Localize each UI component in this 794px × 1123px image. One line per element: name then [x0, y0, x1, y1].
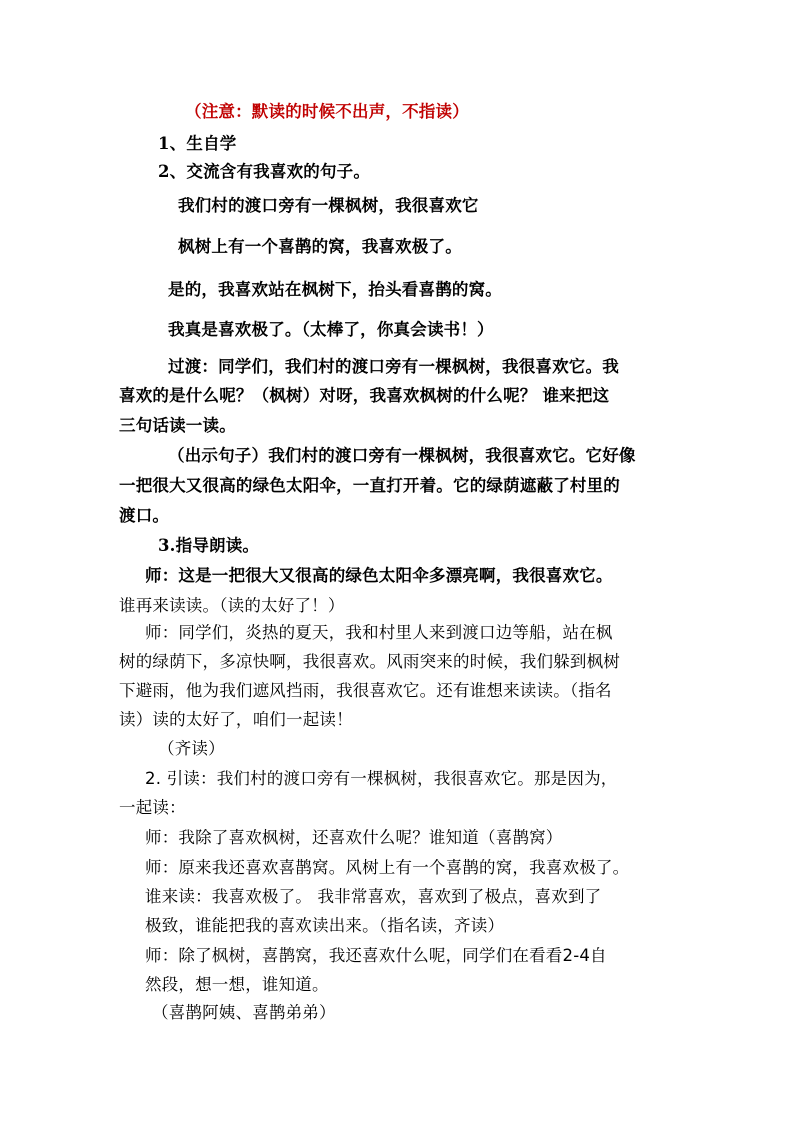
show-sentence-line-2: 一把很大又很高的绿色太阳伞，一直打开着。它的绿荫遮蔽了村里的: [119, 476, 620, 495]
teacher-1-line-1: 师：这是一把很大又很高的绿色太阳伞多漂亮啊，我很喜欢它。: [145, 566, 613, 585]
teacher-4-line-2: 谁来读：我喜欢极了。 我非常喜欢，喜欢到了极点，喜欢到了: [145, 887, 602, 906]
sentence-3: 是的，我喜欢站在枫树下，抬头看喜鹊的窝。: [168, 280, 502, 299]
last-line: （喜鹊阿姨、喜鹊弟弟）: [152, 1003, 336, 1022]
transition-line-2: 喜欢的是什么呢？（枫树）对呀，我喜欢枫树的什么呢？ 谁来把这: [119, 386, 610, 405]
teacher-5-line-2: 然段，想一想，谁知道。: [145, 975, 329, 994]
show-sentence-line-3: 渡口。: [119, 506, 170, 525]
teacher-2-line-3: 下避雨，他为我们遮风挡雨，我很喜欢它。还有谁想来读读。（指名: [119, 681, 612, 700]
teacher-4-line-1: 师：原来我还喜欢喜鹊窝。风树上有一个喜鹊的窝，我喜欢极了。: [145, 858, 630, 877]
teacher-2-line-4: 读）读的太好了，咱们一起读！: [119, 710, 353, 729]
teacher-2-line-1: 师：同学们，炎热的夏天，我和村里人来到渡口边等船，站在枫: [145, 623, 613, 642]
teacher-1-line-2: 谁再来读读。（读的太好了！）: [119, 596, 345, 615]
step-2: 2、交流含有我喜欢的句子。: [158, 162, 371, 181]
transition-line-1: 过渡：同学们，我们村的渡口旁有一棵枫树，我很喜欢它。我: [168, 357, 619, 376]
step-1: 1、生自学: [158, 134, 237, 153]
show-sentence-line-1: （出示句子）我们村的渡口旁有一棵枫树，我很喜欢它。它好像: [168, 446, 636, 465]
teacher-5-line-1: 师：除了枫树，喜鹊窝，我还喜欢什么呢，同学们在看看2-4自: [145, 946, 607, 965]
sentence-1: 我们村的渡口旁有一棵枫树，我很喜欢它: [178, 196, 479, 215]
yindu-line-2: 一起读：: [119, 798, 186, 817]
teacher-3: 师：我除了喜欢枫树，还喜欢什么呢？谁知道（喜鹊窝）: [145, 828, 563, 847]
sentence-2: 枫树上有一个喜鹊的窝，我喜欢极了。: [178, 237, 462, 256]
teacher-4-line-3: 极致，谁能把我的喜欢读出来。（指名读，齐读）: [145, 916, 505, 935]
yindu-line-1: 2. 引读：我们村的渡口旁有一棵枫树，我很喜欢它。那是因为，: [145, 769, 618, 788]
reading-note: （注意：默读的时候不出声，不指读）: [185, 102, 469, 121]
sentence-4: 我真是喜欢极了。（太棒了，你真会读书！）: [168, 320, 494, 339]
transition-line-3: 三句话读一读。: [119, 416, 236, 435]
qidu: （齐读）: [158, 739, 225, 758]
section-3-title: 3.指导朗读。: [158, 536, 260, 555]
teacher-2-line-2: 树的绿荫下，多凉快啊，我很喜欢。风雨突来的时候，我们躲到枫树: [119, 652, 620, 671]
